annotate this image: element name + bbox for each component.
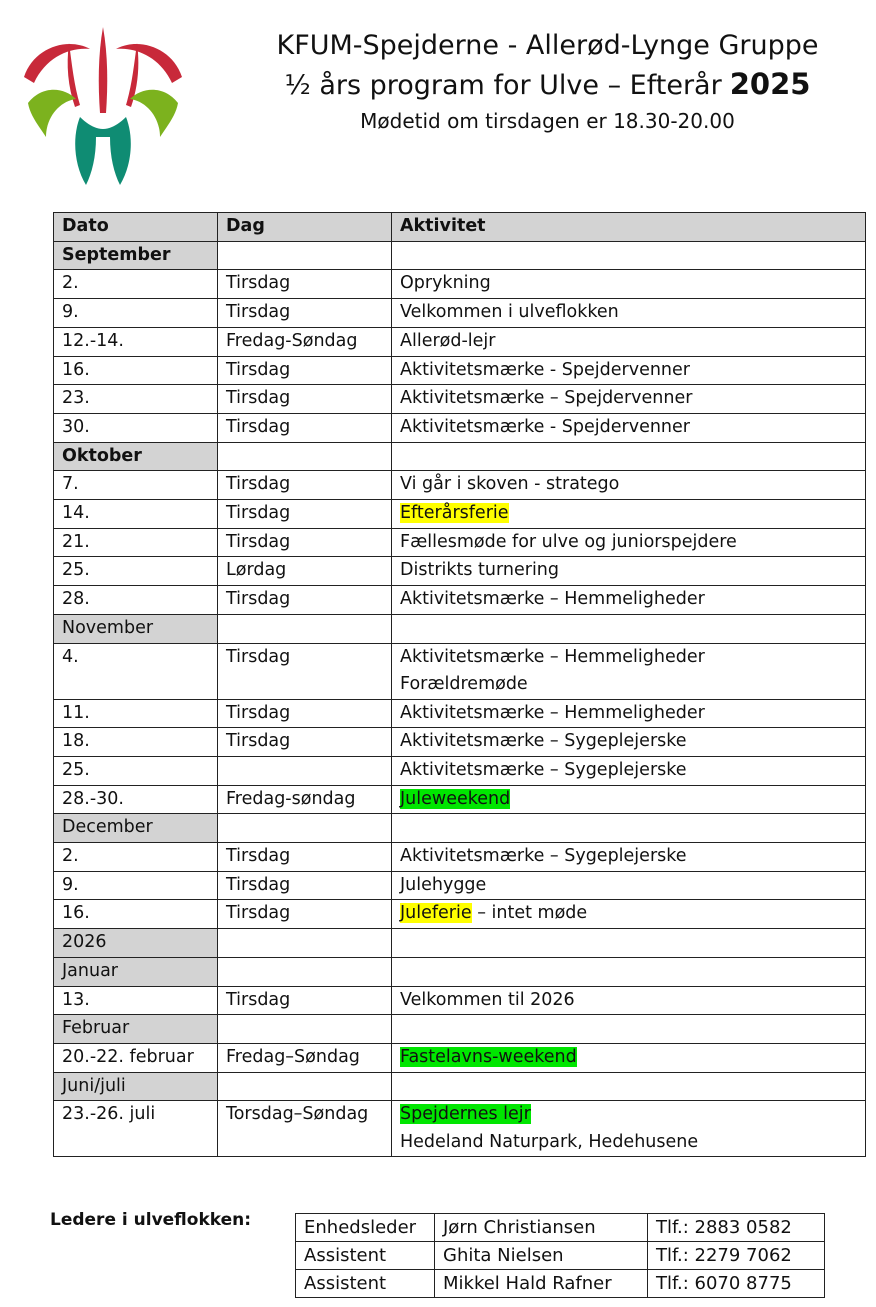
day-cell: Fredag-Søndag	[218, 327, 392, 356]
day-cell: Tirsdag	[218, 356, 392, 385]
activity-text: Aktivitetsmærke – Hemmeligheder	[400, 702, 705, 723]
activity-cell	[392, 785, 866, 814]
empty-cell	[392, 814, 866, 843]
activity-text: Juleweekend	[400, 788, 511, 809]
activity-cell	[392, 500, 866, 529]
month-row	[54, 1015, 866, 1044]
date-cell: 30.	[54, 413, 218, 442]
date-cell: 20.-22. februar	[54, 1043, 218, 1072]
empty-cell	[392, 1072, 866, 1101]
activity-text-line2: Forældremøde	[400, 674, 528, 695]
activity-text: Efterårsferie	[400, 503, 509, 524]
month-label: Oktober	[54, 442, 218, 471]
activity-text: Aktivitetsmærke – Sygeplejerske	[400, 759, 687, 780]
activity-text: Oprykning	[400, 273, 491, 294]
activity-text: Spejdernes lejr	[400, 1104, 531, 1125]
table-row	[54, 785, 866, 814]
day-cell: Tirsdag	[218, 413, 392, 442]
date-cell: 18.	[54, 728, 218, 757]
leaders-table	[295, 1213, 825, 1298]
activity-text: Allerød-lejr	[400, 330, 496, 351]
date-cell: 25.	[54, 756, 218, 785]
activity-cell	[392, 986, 866, 1015]
leaders-label: Ledere i ulveflokken:	[50, 1210, 252, 1230]
month-label: Februar	[54, 1015, 218, 1044]
leader-name: Jørn Christiansen	[435, 1214, 648, 1242]
empty-cell	[392, 442, 866, 471]
empty-cell	[392, 957, 866, 986]
day-cell: Tirsdag	[218, 986, 392, 1015]
day-cell: Tirsdag	[218, 471, 392, 500]
activity-cell	[392, 471, 866, 500]
activity-text: Aktivitetsmærke – Sygeplejerske	[400, 731, 687, 752]
activity-text: Vi går i skoven - stratego	[400, 474, 620, 495]
month-row	[54, 614, 866, 643]
table-row	[54, 1101, 866, 1157]
leader-role: Enhedsleder	[296, 1214, 435, 1242]
leader-phone: Tlf.: 6070 8775	[648, 1270, 825, 1298]
table-row	[54, 1043, 866, 1072]
day-cell: Tirsdag	[218, 528, 392, 557]
empty-cell	[218, 241, 392, 270]
activity-text-line2: Hedeland Naturpark, Hedehusene	[400, 1131, 699, 1152]
table-row	[54, 756, 866, 785]
activity-text: Velkommen til 2026	[400, 989, 575, 1010]
date-cell: 16.	[54, 900, 218, 929]
activity-text: Aktivitetsmærke – Spejdervenner	[400, 388, 693, 409]
table-row	[54, 356, 866, 385]
empty-cell	[218, 814, 392, 843]
activity-cell	[392, 699, 866, 728]
empty-cell	[218, 614, 392, 643]
day-cell: Tirsdag	[218, 699, 392, 728]
activity-cell	[392, 327, 866, 356]
activity-cell	[392, 900, 866, 929]
month-label: 2026	[54, 929, 218, 958]
date-cell: 2.	[54, 843, 218, 872]
activity-cell	[392, 413, 866, 442]
empty-cell	[218, 1015, 392, 1044]
day-cell	[218, 756, 392, 785]
date-cell: 2.	[54, 270, 218, 299]
date-cell: 13.	[54, 986, 218, 1015]
date-cell: 14.	[54, 500, 218, 529]
group-title: KFUM-Spejderne - Allerød-Lynge Gruppe	[276, 30, 819, 61]
table-row	[54, 643, 866, 699]
date-cell: 9.	[54, 299, 218, 328]
date-cell: 25.	[54, 557, 218, 586]
empty-cell	[218, 929, 392, 958]
day-cell: Tirsdag	[218, 385, 392, 414]
empty-cell	[218, 957, 392, 986]
month-row	[54, 1072, 866, 1101]
date-cell: 11.	[54, 699, 218, 728]
activity-text: Julehygge	[400, 874, 487, 895]
month-label: September	[54, 241, 218, 270]
activity-text: Aktivitetsmærke - Spejdervenner	[400, 359, 690, 380]
program-subtitle	[235, 64, 860, 106]
kfum-scout-lily-icon	[20, 25, 186, 187]
month-row	[54, 814, 866, 843]
activity-cell	[392, 270, 866, 299]
activity-cell	[392, 528, 866, 557]
activity-cell	[392, 586, 866, 615]
table-row	[54, 385, 866, 414]
month-label: Januar	[54, 957, 218, 986]
table-row	[54, 986, 866, 1015]
activity-cell	[392, 356, 866, 385]
month-label: November	[54, 614, 218, 643]
table-row	[54, 900, 866, 929]
leader-row	[296, 1242, 825, 1270]
activity-text: Fastelavns-weekend	[400, 1046, 577, 1067]
activity-cell	[392, 871, 866, 900]
date-cell: 12.-14.	[54, 327, 218, 356]
date-cell: 21.	[54, 528, 218, 557]
activity-cell	[392, 643, 866, 699]
day-cell: Tirsdag	[218, 843, 392, 872]
day-cell: Lørdag	[218, 557, 392, 586]
activity-text: Juleferie	[400, 903, 472, 924]
empty-cell	[392, 1015, 866, 1044]
activity-cell	[392, 299, 866, 328]
activity-text: Aktivitetsmærke – Sygeplejerske	[400, 846, 687, 867]
day-cell: Tirsdag	[218, 299, 392, 328]
table-row	[54, 871, 866, 900]
leader-row	[296, 1214, 825, 1242]
meeting-time: Mødetid om tirsdagen er 18.30-20.00	[360, 109, 735, 133]
activity-cell	[392, 728, 866, 757]
program-subtitle-text: ½ års program for Ulve – Efterår	[284, 70, 722, 101]
activity-cell	[392, 1101, 866, 1157]
day-cell: Torsdag–Søndag	[218, 1101, 392, 1157]
date-cell: 23.-26. juli	[54, 1101, 218, 1157]
activity-text: Aktivitetsmærke – Hemmeligheder	[400, 646, 705, 667]
empty-cell	[218, 442, 392, 471]
program-table	[53, 212, 866, 1157]
table-row	[54, 413, 866, 442]
day-cell: Tirsdag	[218, 500, 392, 529]
table-row	[54, 471, 866, 500]
table-row	[54, 843, 866, 872]
table-row	[54, 299, 866, 328]
empty-cell	[218, 1072, 392, 1101]
table-row	[54, 327, 866, 356]
leader-role: Assistent	[296, 1242, 435, 1270]
empty-cell	[392, 614, 866, 643]
month-row	[54, 957, 866, 986]
activity-cell	[392, 385, 866, 414]
table-row	[54, 270, 866, 299]
column-header-date: Dato	[54, 213, 218, 242]
activity-cell	[392, 1043, 866, 1072]
table-row	[54, 528, 866, 557]
leader-name: Mikkel Hald Rafner	[435, 1270, 648, 1298]
table-row	[54, 728, 866, 757]
day-cell: Tirsdag	[218, 728, 392, 757]
leader-phone: Tlf.: 2279 7062	[648, 1242, 825, 1270]
activity-text: Fællesmøde for ulve og juniorspejdere	[400, 531, 737, 552]
activity-cell	[392, 843, 866, 872]
column-header-day: Dag	[218, 213, 392, 242]
activity-text: Distrikts turnering	[400, 560, 560, 581]
month-label: Juni/juli	[54, 1072, 218, 1101]
table-row	[54, 557, 866, 586]
date-cell: 28.-30.	[54, 785, 218, 814]
table-row	[54, 500, 866, 529]
leader-phone: Tlf.: 2883 0582	[648, 1214, 825, 1242]
day-cell: Tirsdag	[218, 586, 392, 615]
document-header	[235, 28, 860, 136]
day-cell: Tirsdag	[218, 871, 392, 900]
date-cell: 16.	[54, 356, 218, 385]
activity-text: Aktivitetsmærke - Spejdervenner	[400, 416, 690, 437]
date-cell: 23.	[54, 385, 218, 414]
activity-cell	[392, 557, 866, 586]
program-year: 2025	[729, 67, 811, 101]
activity-suffix: – intet møde	[471, 903, 588, 924]
column-header-activity: Aktivitet	[392, 213, 866, 242]
leader-name: Ghita Nielsen	[435, 1242, 648, 1270]
empty-cell	[392, 241, 866, 270]
date-cell: 4.	[54, 643, 218, 699]
table-header-row	[54, 213, 866, 242]
table-row	[54, 586, 866, 615]
date-cell: 7.	[54, 471, 218, 500]
month-row	[54, 442, 866, 471]
leader-row	[296, 1270, 825, 1298]
date-cell: 28.	[54, 586, 218, 615]
activity-text: Aktivitetsmærke – Hemmeligheder	[400, 589, 705, 610]
empty-cell	[392, 929, 866, 958]
month-label: December	[54, 814, 218, 843]
day-cell: Tirsdag	[218, 270, 392, 299]
day-cell: Fredag–Søndag	[218, 1043, 392, 1072]
date-cell: 9.	[54, 871, 218, 900]
activity-cell	[392, 756, 866, 785]
activity-text: Velkommen i ulveflokken	[400, 302, 619, 323]
table-row	[54, 699, 866, 728]
month-row	[54, 241, 866, 270]
day-cell: Fredag-søndag	[218, 785, 392, 814]
leader-role: Assistent	[296, 1270, 435, 1298]
day-cell: Tirsdag	[218, 643, 392, 699]
month-row	[54, 929, 866, 958]
day-cell: Tirsdag	[218, 900, 392, 929]
